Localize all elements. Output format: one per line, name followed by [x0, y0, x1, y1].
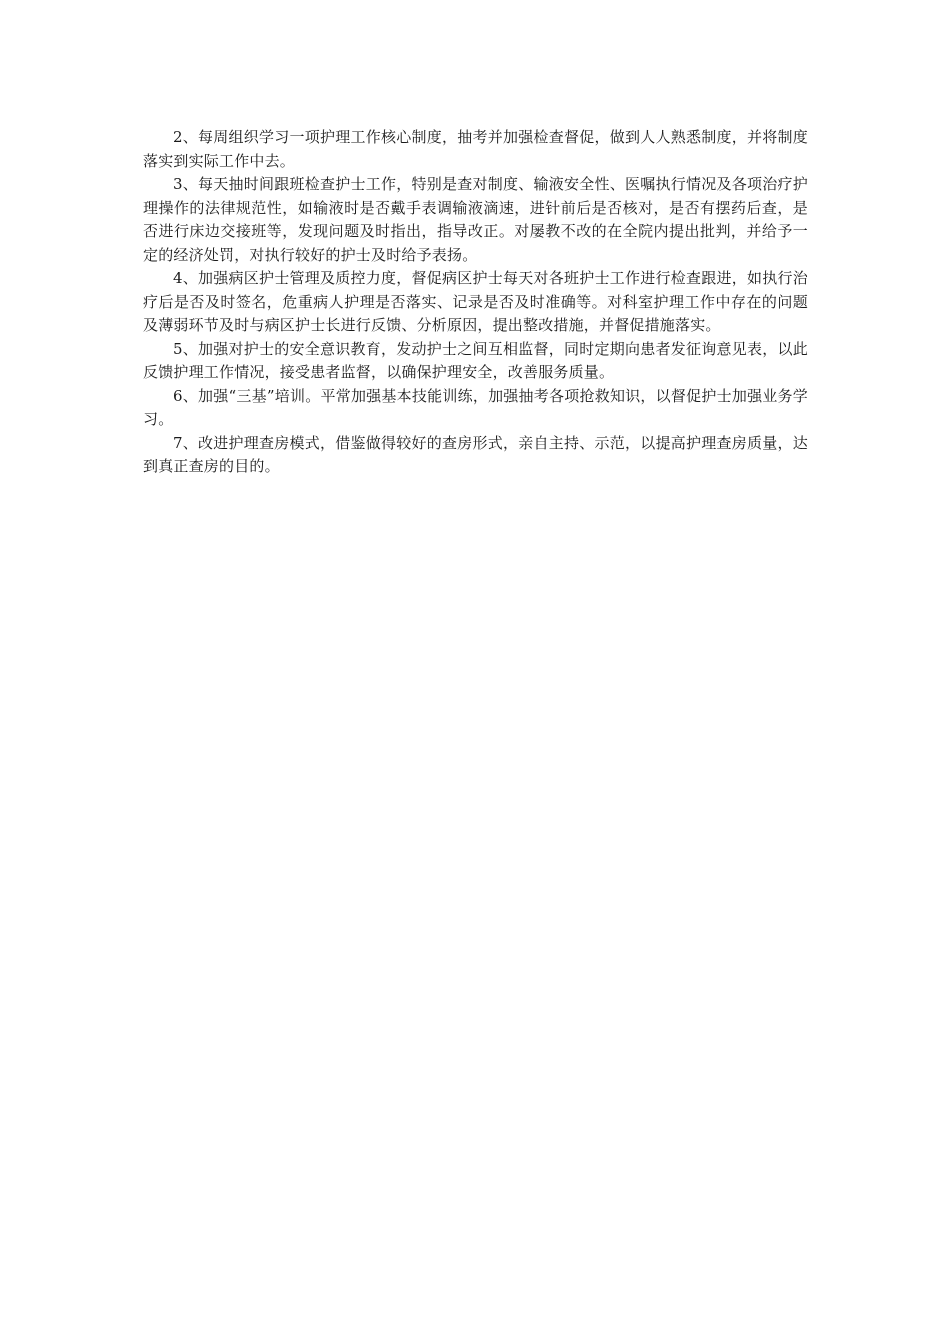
paragraph-item-3: 3、每天抽时间跟班检查护士工作，特别是查对制度、输液安全性、医嘱执行情况及各项治疗护理操作的法律规范性，如输液时是否戴手表调输液滴速，进针前后是否核对，是否有摆药后查，是否进行床边交接班等，发现问题及时指出，指导改正。对屡教不改的在全院内提出批判，并给予一定的经济处罚，对执行较好的护士及时给予表扬。 [143, 175, 808, 264]
document-body [143, 126, 808, 479]
paragraph-item-5: 5、加强对护士的安全意识教育，发动护士之间互相监督，同时定期向患者发征询意见表，以此反馈护理工作情况，接受患者监督，以确保护理安全，改善服务质量。 [143, 339, 808, 381]
paragraph-item-4: 4、加强病区护士管理及质控力度，督促病区护士每天对各班护士工作进行检查跟进，如执行治疗后是否及时签名，危重病人护理是否落实、记录是否及时准确等。对科室护理工作中存在的问题及薄弱环节及时与病区护士长进行反馈、分析原因，提出整改措施，并督促措施落实。 [143, 269, 808, 334]
paragraph-item-6: 6、加强“三基”培训。平常加强基本技能训练，加强抽考各项抢救知识，以督促护士加强业务学习。 [143, 386, 808, 428]
paragraph-item-2: 2、每周组织学习一项护理工作核心制度，抽考并加强检查督促，做到人人熟悉制度，并将制度落实到实际工作中去。 [143, 128, 808, 170]
paragraph-item-7: 7、改进护理查房模式，借鉴做得较好的查房形式，亲自主持、示范，以提高护理查房质量，达到真正查房的目的。 [143, 433, 808, 475]
